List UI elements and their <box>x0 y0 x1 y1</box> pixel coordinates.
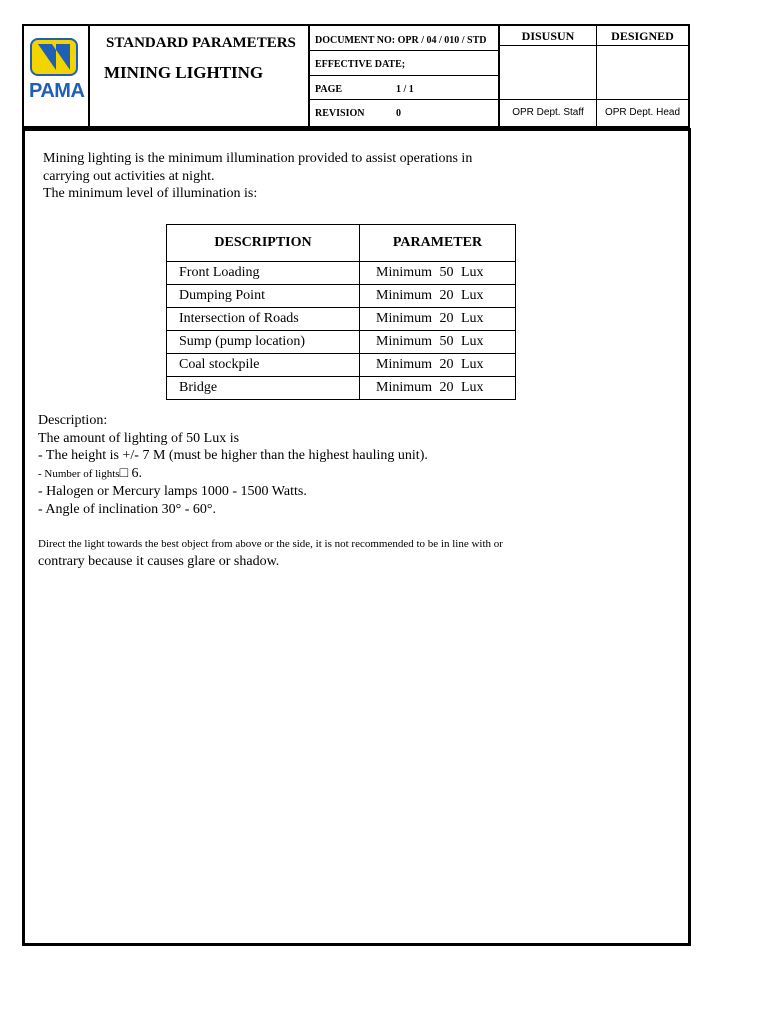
description-line: - The height is +/- 7 M (must be higher than the highest hauling unit). <box>38 448 428 463</box>
note-line: contrary because it causes glare or shadow. <box>38 554 280 569</box>
document-title: MINING LIGHTING <box>104 63 264 82</box>
row-description: Sump (pump location) <box>167 331 360 354</box>
effective-date-row <box>310 51 498 76</box>
revision-label: REVISION <box>315 108 365 119</box>
row-parameter: Minimum 20 Lux <box>360 308 516 331</box>
standard-title: STANDARD PARAMETERS <box>106 35 296 51</box>
intro-line: The minimum level of illumination is: <box>43 186 258 201</box>
table-row <box>167 354 516 377</box>
signature-column-disusun <box>500 26 597 126</box>
logo-text: PAMA <box>29 80 85 102</box>
row-description: Intersection of Roads <box>167 308 360 331</box>
table-row <box>167 262 516 285</box>
row-parameter: Minimum 50 Lux <box>360 331 516 354</box>
row-description: Coal stockpile <box>167 354 360 377</box>
description-section <box>38 412 598 518</box>
page-value: 1 / 1 <box>396 84 414 95</box>
description-heading: Description: <box>38 413 108 428</box>
intro-line: Mining lighting is the minimum illumination provided to assist operations in <box>43 151 473 166</box>
description-line: The amount of lighting of 50 Lux is <box>38 430 240 446</box>
description-line-lights <box>38 465 598 484</box>
revision-value: 0 <box>396 108 401 119</box>
signature-box <box>597 46 688 100</box>
row-parameter: Minimum 20 Lux <box>360 285 516 308</box>
signature-heading: DESIGNED <box>597 26 688 46</box>
effective-date-label: EFFECTIVE DATE; <box>315 59 406 70</box>
table-row <box>167 331 516 354</box>
signature-role: OPR Dept. Head <box>604 107 681 118</box>
table-row <box>167 285 516 308</box>
page-label: PAGE <box>315 84 343 95</box>
page-row <box>310 76 498 100</box>
intro-line: carrying out activities at night. <box>43 168 215 184</box>
table-row <box>167 308 516 331</box>
note-line: Direct the light towards the best object from above or the side, it is not recommended to be in line with or <box>38 538 503 550</box>
document-number-row <box>310 26 498 51</box>
document-number: DOCUMENT NO: OPR / 04 / 010 / STD <box>315 35 487 46</box>
description-line: - Halogen or Mercury lamps 1000 - 1500 Watts. <box>38 484 307 499</box>
signature-column-designed <box>597 26 688 126</box>
revision-row <box>310 100 498 126</box>
signature-heading: DISUSUN <box>500 26 596 46</box>
intro-paragraph <box>43 150 563 203</box>
row-parameter: Minimum 20 Lux <box>360 354 516 377</box>
column-header-description: DESCRIPTION <box>167 225 360 262</box>
lights-label: - Number of lights <box>38 467 120 480</box>
direction-note <box>38 535 658 571</box>
description-line: - Angle of inclination 30° - 60°. <box>38 501 217 517</box>
lights-value: □ 6. <box>119 465 143 481</box>
row-description: Front Loading <box>167 262 360 285</box>
row-parameter: Minimum 50 Lux <box>360 262 516 285</box>
row-description: Dumping Point <box>167 285 360 308</box>
table-row <box>167 377 516 400</box>
signature-box <box>500 46 596 100</box>
column-header-parameter: PARAMETER <box>360 225 516 262</box>
signature-role: OPR Dept. Staff <box>512 107 584 118</box>
table-header-row <box>167 225 516 262</box>
document-meta <box>310 26 500 126</box>
row-parameter: Minimum 20 Lux <box>360 377 516 400</box>
row-description: Bridge <box>167 377 360 400</box>
illumination-table <box>166 224 516 400</box>
pama-logo-icon <box>30 38 78 76</box>
